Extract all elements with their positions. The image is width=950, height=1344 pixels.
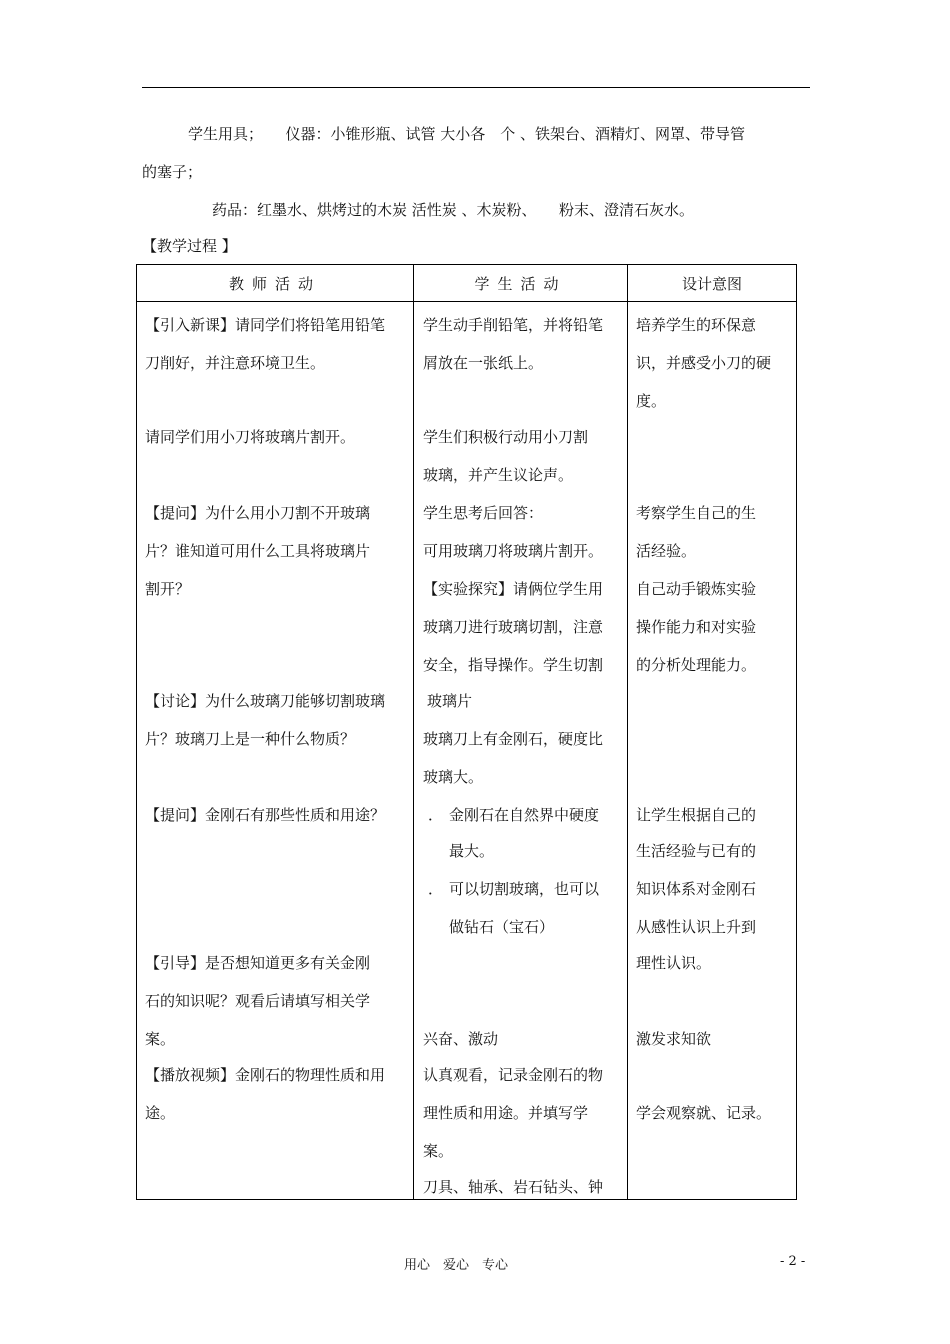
teacher-line: 石的知识呢？观看后请填写相关学 xyxy=(145,992,371,1010)
student-line: 金刚石在自然界中硬度 xyxy=(449,806,600,824)
student-line: 刀具、轴承、岩石钻头、钟 xyxy=(423,1178,604,1196)
page-number: - 2 - xyxy=(780,1254,806,1269)
intent-line: 让学生根据自己的 xyxy=(636,806,757,824)
intent-line: 活经验。 xyxy=(636,542,697,560)
header-design-intent: 设计意图 xyxy=(628,265,797,302)
student-line: 案。 xyxy=(423,1142,454,1160)
teacher-line: 割开？ xyxy=(145,580,191,598)
table-body-row xyxy=(137,302,797,1200)
student-line: 可以切割玻璃，也可以 xyxy=(449,880,600,898)
teacher-line: 【讨论】为什么玻璃刀能够切割玻璃 xyxy=(145,692,386,710)
intro-equipment-line: 学生用具； 仪器：小锥形瓶、试管 大小各 个 、铁架台、酒精灯、网罩、带导管 xyxy=(188,125,746,143)
intro-equipment-line-cont: 的塞子； xyxy=(142,163,203,181)
intent-line: 培养学生的环保意 xyxy=(636,316,757,334)
student-line: 玻璃刀进行玻璃切割，注意 xyxy=(423,618,604,636)
teacher-line: 【提问】为什么用小刀割不开玻璃 xyxy=(145,504,371,522)
teacher-line: 片？玻璃刀上是一种什么物质？ xyxy=(145,730,356,748)
student-line: 兴奋、激动 xyxy=(423,1030,499,1048)
list-bullet: ． xyxy=(428,806,444,824)
student-line: 玻璃片 xyxy=(427,692,473,710)
student-line: 【实验探究】请俩位学生用 xyxy=(423,580,604,598)
teacher-line: 途。 xyxy=(145,1104,176,1122)
list-bullet: ． xyxy=(428,880,444,898)
design-intent-cell xyxy=(628,302,797,1200)
student-line: 玻璃刀上有金刚石，硬度比 xyxy=(423,730,604,748)
teacher-line: 【引入新课】请同学们将铅笔用铅笔 xyxy=(145,316,386,334)
teacher-line: 【引导】是否想知道更多有关金刚 xyxy=(145,954,371,972)
intent-line: 度。 xyxy=(636,392,667,410)
student-line: 理性质和用途。并填写学 xyxy=(423,1104,589,1122)
student-line: 玻璃，并产生议论声。 xyxy=(423,466,574,484)
header-teacher-activity: 教师活动 xyxy=(137,265,414,302)
teacher-activity-cell xyxy=(137,302,414,1200)
teacher-line: 案。 xyxy=(145,1030,176,1048)
header-student-activity: 学生活动 xyxy=(414,265,628,302)
teacher-line: 【提问】金刚石有那些性质和用途？ xyxy=(145,806,386,824)
intent-line: 知识体系对金刚石 xyxy=(636,880,757,898)
student-line: 学生思考后回答： xyxy=(423,504,544,522)
intent-line: 理性认识。 xyxy=(636,954,712,972)
intent-line: 激发求知欲 xyxy=(636,1030,712,1048)
lesson-table xyxy=(136,264,797,1200)
student-line: 最大。 xyxy=(449,842,495,860)
header-rule xyxy=(142,87,810,88)
student-line: 学生们积极行动用小刀割 xyxy=(423,428,589,446)
teacher-line: 请同学们用小刀将玻璃片割开。 xyxy=(145,428,356,446)
teacher-line: 刀削好，并注意环境卫生。 xyxy=(145,354,326,372)
student-line: 可用玻璃刀将玻璃片割开。 xyxy=(423,542,604,560)
intro-reagents-line: 药品：红墨水、烘烤过的木炭 活性炭 、木炭粉、 粉末、澄清石灰水。 xyxy=(212,201,695,219)
footer-motto: 用心 爱心 专心 xyxy=(404,1258,509,1273)
intent-line: 自己动手锻炼实验 xyxy=(636,580,757,598)
student-activity-cell xyxy=(414,302,628,1200)
student-line: 认真观看，记录金刚石的物 xyxy=(423,1066,604,1084)
student-line: 玻璃大。 xyxy=(423,768,484,786)
section-title: 【教学过程 】 xyxy=(142,237,237,255)
intent-line: 生活经验与已有的 xyxy=(636,842,757,860)
student-line: 学生动手削铅笔，并将铅笔 xyxy=(423,316,604,334)
intent-line: 学会观察就、记录。 xyxy=(636,1104,772,1122)
teacher-line: 【播放视频】金刚石的物理性质和用 xyxy=(145,1066,386,1084)
intent-line: 识，并感受小刀的硬 xyxy=(636,354,772,372)
intent-line: 考察学生自己的生 xyxy=(636,504,757,522)
intent-line: 从感性认识上升到 xyxy=(636,918,757,936)
teacher-line: 片？谁知道可用什么工具将玻璃片 xyxy=(145,542,371,560)
intent-line: 的分析处理能力。 xyxy=(636,656,757,674)
student-line: 做钻石（宝石） xyxy=(449,918,555,936)
table-header-row xyxy=(137,265,797,302)
intent-line: 操作能力和对实验 xyxy=(636,618,757,636)
student-line: 屑放在一张纸上。 xyxy=(423,354,544,372)
student-line: 安全，指导操作。学生切割 xyxy=(423,656,604,674)
